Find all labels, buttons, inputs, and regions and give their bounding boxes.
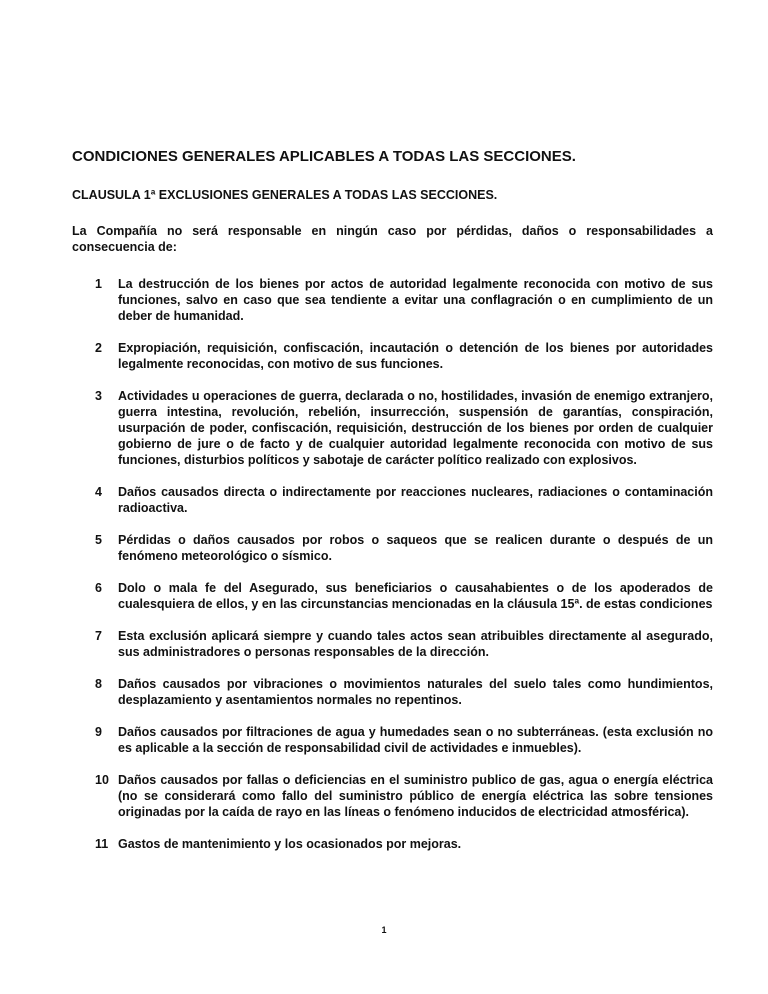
list-item	[95, 772, 713, 820]
item-text: Dolo o mala fe del Asegurado, sus beneficiarios o causahabientes o de los apoderados de cualesquiera de ellos, y en las circunstancias mencionadas en la cláusula 15ª. de estas condiciones	[118, 581, 713, 611]
item-number: 7	[95, 629, 102, 643]
item-number: 5	[95, 533, 102, 547]
list-item	[95, 484, 713, 516]
clause-heading: CLAUSULA 1ª EXCLUSIONES GENERALES A TODAS LAS SECCIONES.	[72, 188, 498, 202]
item-number: 11	[95, 837, 109, 851]
item-text: Daños causados por vibraciones o movimientos naturales del suelo tales como hundimientos, desplazamiento y asentamientos normales no repentinos.	[118, 677, 713, 707]
item-number: 6	[95, 581, 102, 595]
item-text: Daños causados por filtraciones de agua y humedades sean o no subterráneas. (esta exclusión no es aplicable a la sección de responsabilidad civil de actividades e inmuebles).	[118, 725, 713, 755]
item-number: 8	[95, 677, 102, 691]
item-number: 9	[95, 725, 102, 739]
item-text: Actividades u operaciones de guerra, declarada o no, hostilidades, invasión de enemigo extranjero, guerra intestina, revolución, rebelión, insurrección, suspensión de garantías, conspiración, usurpación de poder, confiscación, requisición, destrucción de los bienes por orden de cualquier gobierno de jure o de facto y de cualquier autoridad legalmente reconocida con motivo de sus funciones, disturbios políticos y sabotaje de carácter político realizado con explosivos.	[118, 389, 713, 467]
item-text: Daños causados por fallas o deficiencias en el suministro publico de gas, agua o energía eléctrica (no se considerará como fallo del suministro público de energía eléctrica las sobre tensiones originadas por la caída de rayo en las líneas o fenómeno inducidos de electricidad atmosférica).	[118, 773, 713, 819]
exclusions-list	[95, 276, 713, 868]
intro-paragraph: La Compañía no será responsable en ningún caso por pérdidas, daños o responsabilidades a consecuencia de:	[72, 224, 713, 254]
list-item	[95, 628, 713, 660]
list-item	[95, 724, 713, 756]
list-item	[95, 836, 713, 852]
list-item	[95, 676, 713, 708]
item-text: Esta exclusión aplicará siempre y cuando tales actos sean atribuibles directamente al asegurado, sus administradores o personas responsables de la dirección.	[118, 629, 713, 659]
item-text: Daños causados directa o indirectamente por reacciones nucleares, radiaciones o contaminación radioactiva.	[118, 485, 713, 515]
list-item	[95, 580, 713, 612]
item-number: 4	[95, 485, 102, 499]
item-text: La destrucción de los bienes por actos de autoridad legalmente reconocida con motivo de sus funciones, salvo en caso que sea tendiente a evitar una conflagración o en cumplimiento de un deber de humanidad.	[118, 277, 713, 323]
list-item	[95, 532, 713, 564]
item-number: 10	[95, 773, 109, 787]
item-text: Pérdidas o daños causados por robos o saqueos que se realicen durante o después de un fenómeno meteorológico o sísmico.	[118, 533, 713, 563]
page-number: 1	[381, 925, 387, 935]
list-item	[95, 340, 713, 372]
item-text: Gastos de mantenimiento y los ocasionados por mejoras.	[118, 837, 462, 851]
item-number: 1	[95, 277, 102, 291]
item-number: 2	[95, 341, 102, 355]
document-title: CONDICIONES GENERALES APLICABLES A TODAS LAS SECCIONES.	[72, 148, 576, 165]
list-item	[95, 388, 713, 468]
item-number: 3	[95, 389, 102, 403]
item-text: Expropiación, requisición, confiscación, incautación o detención de los bienes por autoridades legalmente reconocidas, con motivo de sus funciones.	[118, 341, 713, 371]
list-item	[95, 276, 713, 324]
